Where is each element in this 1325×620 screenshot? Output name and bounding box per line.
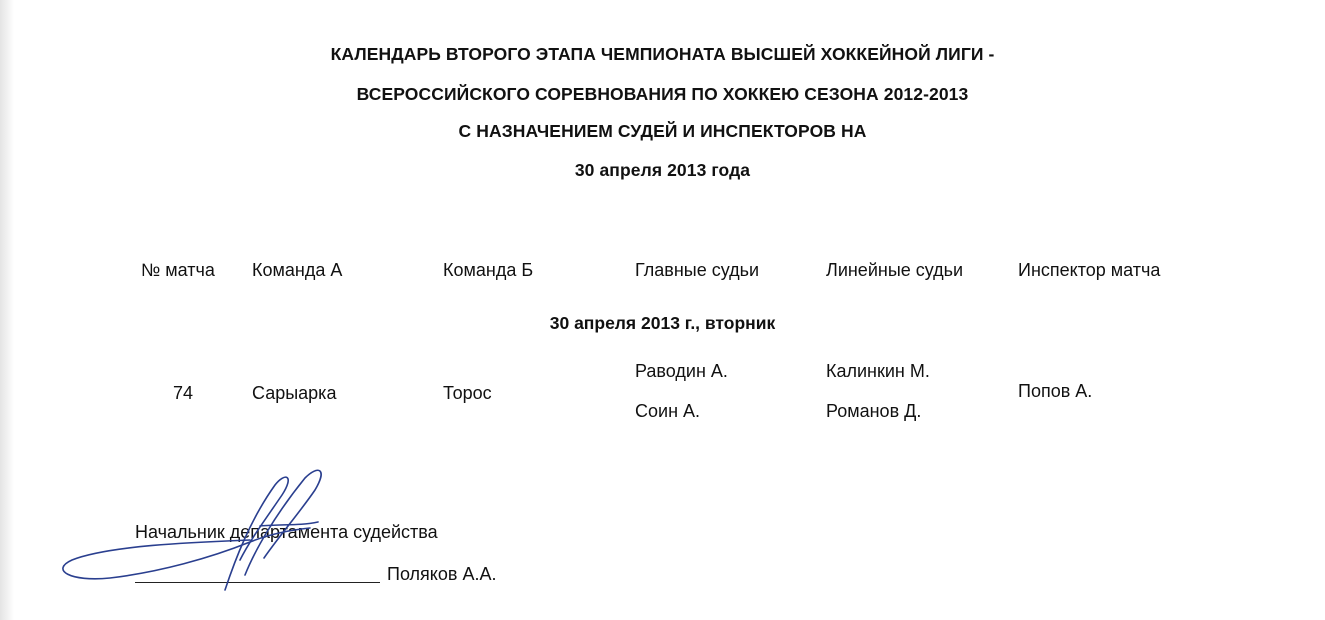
date-group-row: 30 апреля 2013 г., вторник — [549, 313, 776, 333]
signatory-name: Поляков А.А. — [387, 564, 497, 584]
cell-head-referee-2: Соин А. — [635, 401, 701, 421]
title-line-3: С НАЗНАЧЕНИЕМ СУДЕЙ И ИНСПЕКТОРОВ НА — [458, 121, 867, 141]
signatory-position: Начальник департамента судейства — [135, 522, 438, 542]
header-linesmen: Линейные судьи — [826, 260, 964, 280]
title-line-2: ВСЕРОССИЙСКОГО СОРЕВНОВАНИЯ ПО ХОККЕЮ СЕЗОНА 2012-2013 — [356, 84, 969, 104]
header-match-no: № матча — [141, 260, 215, 280]
cell-team-b: Торос — [443, 383, 492, 403]
handwritten-signature — [50, 460, 350, 600]
cell-team-a: Сарыарка — [252, 383, 337, 403]
cell-inspector: Попов А. — [1018, 381, 1093, 401]
cell-match-no: 74 — [173, 383, 194, 403]
header-team-a: Команда А — [252, 260, 343, 280]
cell-head-referee-1: Раводин А. — [635, 361, 728, 381]
header-inspector: Инспектор матча — [1018, 260, 1161, 280]
title-date: 30 апреля 2013 года — [574, 160, 751, 180]
cell-linesman-1: Калинкин М. — [826, 361, 930, 381]
cell-linesman-2: Романов Д. — [826, 401, 922, 421]
header-head-referees: Главные судьи — [635, 260, 760, 280]
title-line-1: КАЛЕНДАРЬ ВТОРОГО ЭТАПА ЧЕМПИОНАТА ВЫСШЕЙ ХОККЕЙНОЙ ЛИГИ - — [330, 44, 995, 64]
header-team-b: Команда Б — [443, 260, 534, 280]
